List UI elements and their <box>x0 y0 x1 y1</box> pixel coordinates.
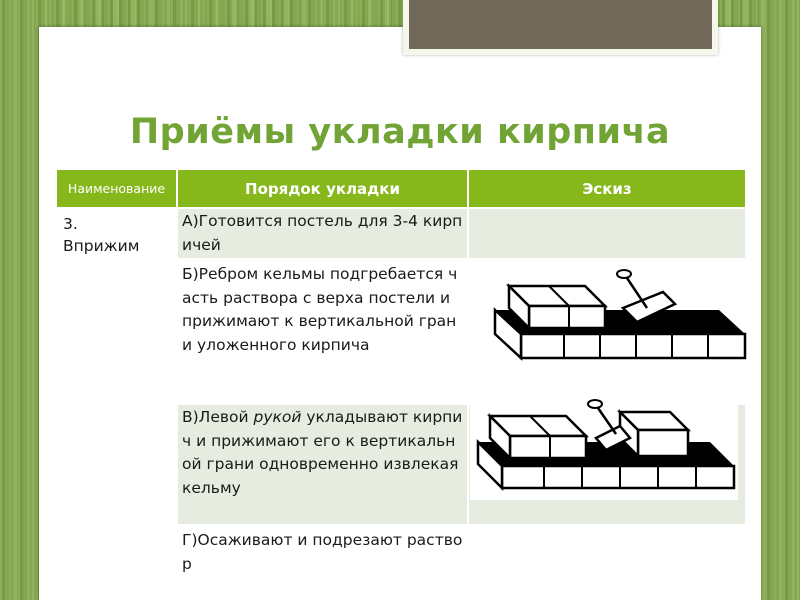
step-v-cell <box>178 405 467 524</box>
sketch-cell-g <box>469 526 745 576</box>
step-v-text: В)Левой рукой укладывают кирпич и прижимают его к вертикальной грани одновременно извлекая кельму <box>182 408 463 497</box>
slide-title: Приёмы укладки кирпича <box>129 112 671 152</box>
header-order: Порядок укладки <box>178 170 467 207</box>
table-row <box>57 209 745 258</box>
brick-sketch-2 <box>470 394 738 500</box>
step-a-cell <box>178 209 467 258</box>
header-name: Наименование <box>57 170 176 207</box>
step-g-cell <box>178 526 467 576</box>
top-picture <box>409 0 712 49</box>
header-sketch: Эскиз <box>469 170 745 207</box>
sketch-cell-b <box>469 260 745 403</box>
sketch-cell-a <box>469 209 745 258</box>
brick-laying-table <box>55 168 747 578</box>
brick-sketch-1 <box>487 264 747 368</box>
table-header-row <box>57 170 745 207</box>
step-a-text: А)Готовится постель для 3-4 кирпичей <box>182 212 463 254</box>
method-name-cell <box>57 209 176 576</box>
step-b-text: Б)Ребром кельмы подгребается часть раствора с верха постели и прижимают к вертикальной грани уложенного кирпича <box>182 265 458 354</box>
emphasis-text: рукой <box>253 408 302 426</box>
step-b-cell <box>178 260 467 403</box>
top-picture-frame <box>403 0 718 55</box>
method-name: 3. Вприжим <box>63 215 140 255</box>
step-g-text: Г)Осаживают и подрезают раствор <box>182 531 463 573</box>
sketch-cell-v <box>469 405 745 524</box>
